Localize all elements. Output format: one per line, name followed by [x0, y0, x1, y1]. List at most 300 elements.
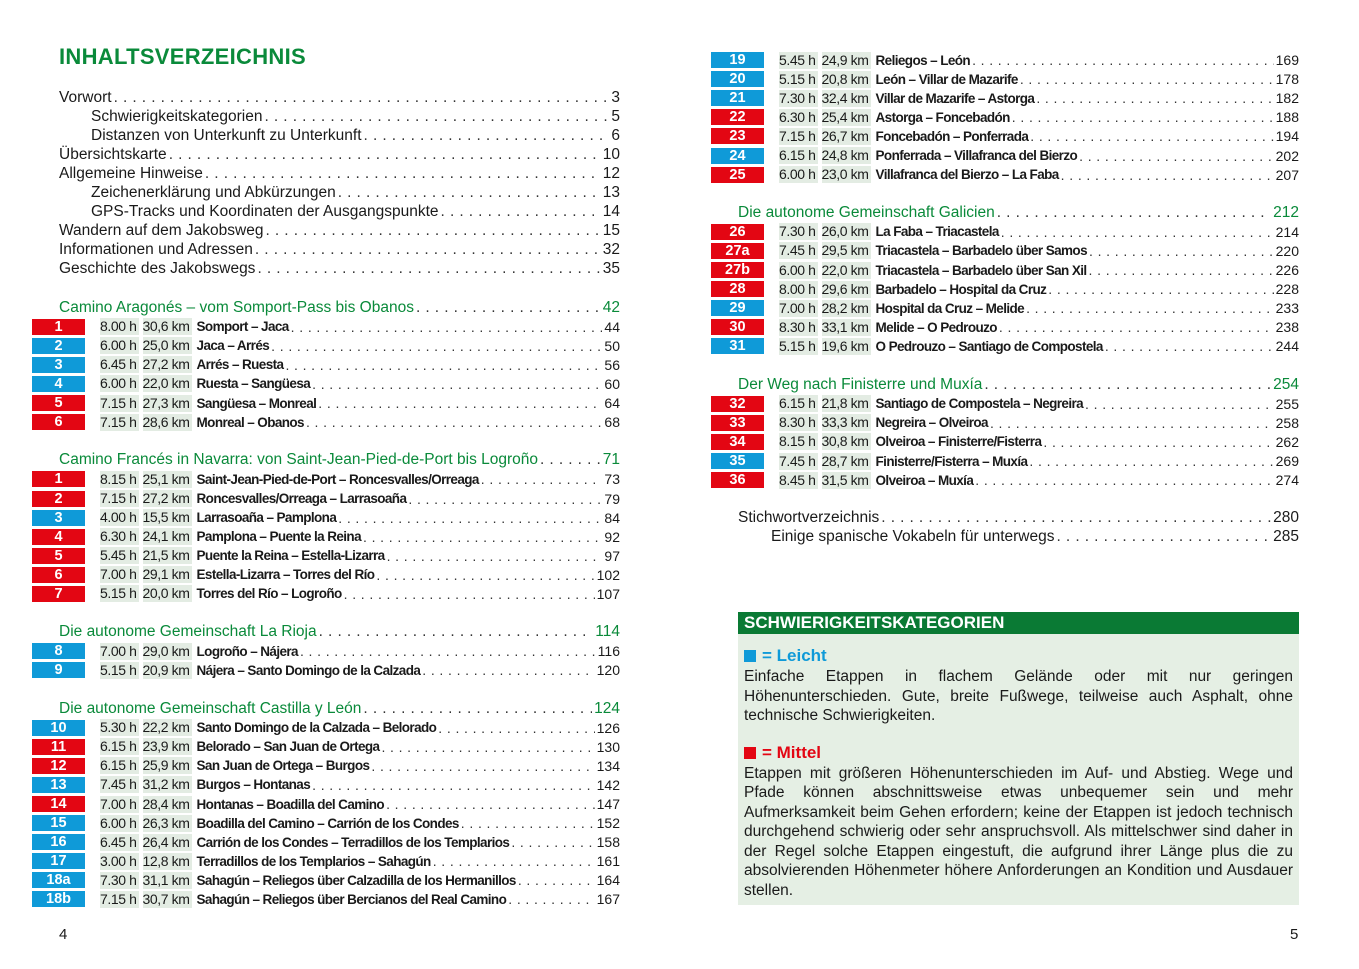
page-ref: 142 [596, 776, 620, 793]
stage-title: Estella-Lizarra – Torres del Río [196, 567, 375, 583]
entry-title: Camino Francés in Navarra: von Saint-Jean-Pied-de-Port bis Logroño [59, 451, 539, 469]
page-ref: 188 [1275, 109, 1299, 126]
stage-distance: 31,1 km [142, 871, 190, 888]
toc-stage-entry[interactable] [711, 222, 1299, 241]
dot-leader [422, 662, 594, 678]
dot-leader [300, 643, 596, 659]
blank-line [711, 356, 1299, 375]
page-ref: 120 [596, 662, 620, 679]
toc-entry[interactable] [32, 260, 620, 279]
stage-distance: 25,9 km [142, 757, 190, 774]
page-ref: 12 [602, 164, 620, 182]
toc-stage-entry[interactable] [711, 70, 1299, 89]
stage-title: La Faba – Triacastela [875, 224, 999, 240]
entry-title: Stichwortverzeichnis [738, 509, 880, 527]
page-ref: 161 [596, 853, 620, 870]
stage-distance: 29,1 km [142, 566, 190, 583]
entry-title: Schwierigkeitskategorien [91, 107, 263, 125]
page-number-left: 4 [59, 926, 68, 943]
toc-stage-entry[interactable] [32, 756, 620, 775]
page-ref: 6 [611, 126, 620, 144]
page-ref: 285 [1273, 528, 1299, 546]
entry-title: Der Weg nach Finisterre und Muxía [738, 375, 983, 393]
category-mittel-label: = Mittel [762, 742, 822, 762]
stage-duration: 5.15 h [779, 337, 816, 354]
stage-number-badge: 4 [32, 376, 85, 392]
stage-duration: 5.15 h [100, 585, 137, 602]
dot-leader [1030, 128, 1273, 144]
toc-stage-entry[interactable] [711, 241, 1299, 260]
stage-distance: 26,7 km [821, 127, 869, 144]
stage-number-badge: 24 [711, 148, 764, 164]
stage-title: Ruesta – Sangüesa [196, 376, 311, 392]
stage-distance: 12,8 km [142, 852, 190, 869]
dot-leader [318, 395, 602, 411]
page-ref: 114 [595, 623, 620, 641]
dot-leader [205, 165, 601, 183]
toc-stage-entry[interactable] [711, 432, 1299, 451]
stage-title: Santiago de Compostela – Negreira [875, 396, 1084, 412]
toc-stage-entry[interactable] [32, 890, 620, 909]
toc-stage-entry[interactable] [711, 394, 1299, 413]
dot-leader [1048, 281, 1273, 297]
stage-duration: 6.45 h [100, 356, 137, 373]
stage-distance: 24,8 km [821, 147, 869, 164]
page-ref: 214 [1275, 223, 1299, 240]
dot-leader [363, 700, 592, 718]
dot-leader [975, 472, 1273, 488]
stage-title: Boadilla del Camino – Carrión de los Condes [196, 815, 459, 831]
toc-entry[interactable] [32, 451, 620, 470]
dot-leader [312, 376, 602, 392]
stage-distance: 20,8 km [821, 70, 869, 87]
stage-number-badge: 1 [32, 319, 85, 335]
page-ref: 280 [1273, 509, 1299, 527]
difficulty-categories-box [738, 612, 1299, 905]
entry-title: Die autonome Gemeinschaft La Rioja [59, 623, 317, 641]
stage-number-badge: 30 [711, 319, 764, 335]
stage-number-badge: 32 [711, 396, 764, 412]
stage-duration: 7.45 h [779, 452, 816, 469]
stage-duration: 8.30 h [779, 318, 816, 335]
dot-leader [306, 414, 602, 430]
dot-leader [1089, 262, 1274, 278]
stage-title: Triacastela – Barbadelo über Samos [875, 243, 1087, 259]
stage-number-badge: 6 [32, 567, 85, 583]
stage-duration: 6.30 h [100, 528, 137, 545]
toc-stage-entry[interactable] [711, 413, 1299, 432]
stage-distance: 31,5 km [821, 471, 869, 488]
blank-line [32, 680, 620, 699]
entry-title: Die autonome Gemeinschaft Castilla y León [59, 699, 362, 717]
stage-distance: 23,0 km [821, 166, 869, 183]
stage-distance: 28,4 km [142, 795, 190, 812]
stage-distance: 20,0 km [142, 585, 190, 602]
stage-distance: 21,5 km [142, 547, 190, 564]
stage-title: Foncebadón – Ponferrada [875, 128, 1029, 144]
stage-distance: 25,0 km [142, 337, 190, 354]
page-ref: 5 [611, 107, 620, 125]
toc-stage-entry[interactable] [711, 165, 1299, 184]
toc-stage-entry[interactable] [32, 470, 620, 489]
toc-entry[interactable] [32, 298, 620, 317]
page-ref: 56 [604, 356, 620, 373]
stage-duration: 6.15 h [100, 757, 137, 774]
page-ref: 158 [596, 834, 620, 851]
stage-title: Jaca – Arrés [196, 338, 270, 354]
entry-title: GPS-Tracks und Koordinaten der Ausgangspunkte [91, 203, 439, 221]
toc-entry[interactable] [32, 107, 620, 126]
dot-leader [540, 451, 601, 469]
dot-leader [1026, 300, 1274, 316]
toc-entry[interactable] [32, 699, 620, 718]
dot-leader [312, 777, 595, 793]
stage-distance: 26,4 km [142, 833, 190, 850]
dot-leader [381, 739, 594, 755]
toc-stage-entry[interactable] [711, 471, 1299, 490]
dot-leader [441, 203, 601, 221]
dot-leader [984, 376, 1271, 394]
stage-title: Larrasoaña – Pamplona [196, 510, 337, 526]
stage-distance: 22,0 km [821, 261, 869, 278]
dot-leader [257, 260, 600, 278]
stage-number-badge: 1 [32, 471, 85, 487]
toc-stage-entry[interactable] [32, 546, 620, 565]
stage-title: Roncesvalles/Orreaga – Larrasoaña [196, 491, 407, 507]
toc-stage-entry[interactable] [32, 374, 620, 393]
stage-duration: 6.15 h [779, 147, 816, 164]
page-ref: 164 [596, 872, 620, 889]
toc-stage-entry[interactable] [711, 51, 1299, 70]
stage-number-badge: 20 [711, 71, 764, 87]
stage-number-badge: 36 [711, 472, 764, 488]
stage-duration: 8.15 h [779, 433, 816, 450]
stage-number-badge: 14 [32, 796, 85, 812]
stage-title: Finisterre/Fisterra – Muxía [875, 453, 1028, 469]
dot-leader [169, 146, 601, 164]
toc-left-column [32, 88, 620, 909]
entry-title: Wandern auf dem Jakobsweg [59, 222, 264, 240]
toc-entry[interactable] [711, 509, 1299, 528]
stage-number-badge: 15 [32, 815, 85, 831]
stage-number-badge: 12 [32, 758, 85, 774]
page-ref: 262 [1275, 433, 1299, 450]
stage-number-badge: 8 [32, 643, 85, 659]
toc-stage-entry[interactable] [32, 642, 620, 661]
stage-distance: 20,9 km [142, 661, 190, 678]
stage-duration: 6.00 h [100, 337, 137, 354]
stage-distance: 24,1 km [142, 528, 190, 545]
toc-stage-entry[interactable] [32, 718, 620, 737]
toc-entry[interactable] [711, 375, 1299, 394]
page-title: INHALTSVERZEICHNIS [59, 44, 307, 69]
stage-distance: 23,9 km [142, 738, 190, 755]
stage-title: Villafranca del Bierzo – La Faba [875, 167, 1059, 183]
stage-duration: 3.00 h [100, 852, 137, 869]
stage-number-badge: 16 [32, 834, 85, 850]
stage-title: Somport – Jaca [196, 319, 289, 335]
entry-title: Die autonome Gemeinschaft Galicien [738, 203, 995, 221]
page-ref: 107 [596, 585, 620, 602]
stage-number-badge: 28 [711, 281, 764, 297]
stage-number-badge: 23 [711, 128, 764, 144]
toc-entry[interactable] [32, 126, 620, 145]
page-number-right: 5 [1290, 926, 1299, 943]
dot-leader [997, 204, 1271, 222]
stage-number-badge: 22 [711, 109, 764, 125]
dot-leader [881, 509, 1271, 527]
stage-duration: 6.00 h [779, 261, 816, 278]
stage-duration: 5.45 h [100, 547, 137, 564]
stage-number-badge: 18a [32, 872, 85, 888]
page-ref: 3 [611, 88, 620, 106]
stage-number-badge: 13 [32, 777, 85, 793]
toc-stage-entry[interactable] [711, 261, 1299, 280]
stage-distance: 26,3 km [142, 814, 190, 831]
stage-number-badge: 29 [711, 300, 764, 316]
toc-entry[interactable] [32, 241, 620, 260]
stage-title: Olveiroa – Finisterre/Fisterra [875, 434, 1042, 450]
stage-distance: 29,0 km [142, 642, 190, 659]
page-ref: 97 [604, 547, 620, 564]
entry-title: Übersichtskarte [59, 145, 167, 163]
blank-line [32, 279, 620, 298]
page-ref: 212 [1273, 203, 1299, 221]
stage-title: Melide – O Pedrouzo [875, 319, 997, 335]
stage-number-badge: 26 [711, 224, 764, 240]
stage-duration: 7.15 h [100, 413, 137, 430]
stage-distance: 27,2 km [142, 490, 190, 507]
toc-stage-entry[interactable] [711, 108, 1299, 127]
stage-title: Santo Domingo de la Calzada – Belorado [196, 720, 437, 736]
stage-distance: 22,2 km [142, 719, 190, 736]
toc-entry[interactable] [711, 203, 1299, 222]
blue-square-icon [744, 650, 756, 662]
stage-duration: 7.15 h [100, 394, 137, 411]
toc-stage-entry[interactable] [32, 355, 620, 374]
toc-entry[interactable] [32, 222, 620, 241]
stage-title: Negreira – Olveiroa [875, 415, 988, 431]
toc-stage-entry[interactable] [32, 794, 620, 813]
stage-title: Logroño – Nájera [196, 643, 298, 659]
stage-duration: 7.15 h [779, 127, 816, 144]
dot-leader [518, 872, 595, 888]
blank-line [711, 490, 1299, 509]
entry-title: Camino Aragonés – vom Somport-Pass bis Obanos [59, 298, 414, 316]
page-ref: 233 [1275, 300, 1299, 317]
stage-number-badge: 4 [32, 529, 85, 545]
blank-line [711, 184, 1299, 203]
stage-title: Reliegos – León [875, 52, 971, 68]
stage-distance: 19,6 km [821, 337, 869, 354]
toc-entry[interactable] [32, 183, 620, 202]
dot-leader [376, 567, 594, 583]
dot-leader [511, 834, 594, 850]
toc-stage-entry[interactable] [32, 527, 620, 546]
stage-title: Olveiroa – Muxía [875, 472, 974, 488]
stage-distance: 29,5 km [821, 242, 869, 259]
stage-duration: 8.30 h [779, 414, 816, 431]
dot-leader [271, 338, 602, 354]
stage-distance: 30,6 km [142, 318, 190, 335]
stage-distance: 27,3 km [142, 394, 190, 411]
stage-number-badge: 3 [32, 510, 85, 526]
stage-number-badge: 21 [711, 90, 764, 106]
dot-leader [1089, 243, 1274, 259]
page-ref: 258 [1275, 414, 1299, 431]
dot-leader [438, 720, 594, 736]
dot-leader [264, 108, 609, 126]
dot-leader [999, 319, 1274, 335]
page-ref: 42 [602, 298, 620, 316]
toc-entry[interactable] [32, 203, 620, 222]
stage-title: Monreal – Obanos [196, 414, 304, 430]
entry-title: Allgemeine Hinweise [59, 164, 203, 182]
stage-duration: 6.45 h [100, 833, 137, 850]
page-ref: 116 [597, 643, 620, 660]
toc-stage-entry[interactable] [711, 451, 1299, 470]
stage-title: Astorga – Foncebadón [875, 109, 1010, 125]
stage-duration: 6.15 h [100, 738, 137, 755]
stage-title: Puente la Reina – Estella-Lizarra [196, 548, 385, 564]
entry-title: Vorwort [59, 88, 112, 106]
page-ref: 269 [1275, 453, 1299, 470]
toc-stage-entry[interactable] [32, 737, 620, 756]
toc-stage-entry[interactable] [32, 661, 620, 680]
toc-stage-entry[interactable] [32, 871, 620, 890]
page-ref: 228 [1275, 281, 1299, 298]
dot-leader [1085, 396, 1274, 412]
toc-entry[interactable] [32, 623, 620, 642]
entry-title: Einige spanische Vokabeln für unterwegs [771, 528, 1055, 546]
toc-entry[interactable] [32, 164, 620, 183]
toc-stage-entry[interactable] [32, 336, 620, 355]
page-ref: 244 [1275, 338, 1299, 355]
dot-leader [371, 758, 594, 774]
page-ref: 84 [604, 509, 620, 526]
stage-duration: 8.45 h [779, 471, 816, 488]
dot-leader [363, 529, 602, 545]
dot-leader [1079, 148, 1274, 164]
toc-stage-entry[interactable] [32, 489, 620, 508]
stage-number-badge: 35 [711, 453, 764, 469]
toc-stage-entry[interactable] [32, 508, 620, 527]
stage-number-badge: 7 [32, 586, 85, 602]
stage-number-badge: 11 [32, 739, 85, 755]
dot-leader [1057, 528, 1272, 546]
stage-duration: 7.45 h [100, 776, 137, 793]
blank-line [32, 604, 620, 623]
toc-stage-entry[interactable] [32, 584, 620, 603]
page-ref: 169 [1275, 52, 1299, 69]
dot-leader [338, 184, 601, 202]
stage-duration: 6.15 h [779, 395, 816, 412]
page-ref: 130 [596, 738, 620, 755]
toc-stage-entry[interactable] [32, 413, 620, 432]
page-ref: 126 [596, 719, 620, 736]
stage-duration: 8.15 h [100, 470, 137, 487]
toc-stage-entry[interactable] [32, 775, 620, 794]
stage-title: Arrés – Ruesta [196, 357, 284, 373]
stage-duration: 5.30 h [100, 719, 137, 736]
entry-title: Distanzen von Unterkunft zu Unterkunft [91, 126, 362, 144]
toc-stage-entry[interactable] [711, 89, 1299, 108]
stage-distance: 28,6 km [142, 413, 190, 430]
stage-number-badge: 19 [711, 52, 764, 68]
dot-leader [1020, 71, 1274, 87]
stage-distance: 33,1 km [821, 318, 869, 335]
dot-leader [433, 853, 595, 869]
page-ref: 147 [596, 796, 620, 813]
stage-distance: 29,6 km [821, 280, 869, 297]
stage-number-badge: 27a [711, 243, 764, 259]
stage-distance: 31,2 km [142, 776, 190, 793]
stage-number-badge: 31 [711, 338, 764, 354]
stage-distance: 24,9 km [821, 51, 869, 68]
page-ref: 152 [596, 815, 620, 832]
stage-title: Villar de Mazarife – Astorga [875, 90, 1035, 106]
toc-entry[interactable] [711, 528, 1299, 547]
stage-number-badge: 27b [711, 262, 764, 278]
toc-right-column [711, 51, 1299, 547]
toc-stage-entry[interactable] [711, 127, 1299, 146]
toc-stage-entry[interactable] [711, 146, 1299, 165]
dot-leader [338, 510, 602, 526]
stage-title: Triacastela – Barbadelo über San Xil [875, 262, 1087, 278]
stage-duration: 5.15 h [779, 70, 816, 87]
toc-stage-entry[interactable] [32, 565, 620, 584]
toc-stage-entry[interactable] [711, 337, 1299, 356]
stage-duration: 7.30 h [779, 223, 816, 240]
page-ref: 64 [604, 395, 620, 412]
toc-entry[interactable] [32, 88, 620, 107]
stage-title: Ponferrada – Villafranca del Bierzo [875, 148, 1078, 164]
page-ref: 102 [596, 566, 620, 583]
toc-stage-entry[interactable] [711, 280, 1299, 299]
toc-stage-entry[interactable] [32, 814, 620, 833]
toc-entry[interactable] [32, 145, 620, 164]
page-ref: 71 [602, 451, 620, 469]
dot-leader [1043, 434, 1273, 450]
stage-duration: 5.15 h [100, 661, 137, 678]
stage-number-badge: 34 [711, 434, 764, 450]
page-ref: 254 [1273, 375, 1299, 393]
stage-number-badge: 3 [32, 357, 85, 373]
stage-duration: 7.15 h [100, 490, 137, 507]
dot-leader [1105, 338, 1274, 354]
stage-number-badge: 17 [32, 853, 85, 869]
stage-duration: 7.15 h [100, 890, 137, 907]
stage-duration: 6.30 h [779, 108, 816, 125]
stage-title: Hospital da Cruz – Melide [875, 300, 1025, 316]
toc-stage-entry[interactable] [32, 317, 620, 336]
toc-stage-entry[interactable] [32, 394, 620, 413]
toc-stage-entry[interactable] [32, 833, 620, 852]
toc-stage-entry[interactable] [711, 318, 1299, 337]
category-mittel-text: Etappen mit größeren Höhenunterschieden im Auf- und Abstieg. Wege und Pfade können abschnittsweise etwas unbequemer sein und mehr Aufmerksamkeit beim Gehen erfordern; keine der Etappen ist jedoch technisch durchgehend schwierig oder sehr anspruchsvoll. Als mittelschwer sind daher in der Regel solche Etappen eingestuft, die aufgrund ihrer Länge plus die zu absolvierenden Höhenmeter höhere Anforderungen an Kondition und Ausdauer stellen. [744, 764, 1293, 899]
box-title: SCHWIERIGKEITSKATEGORIEN [738, 612, 1299, 634]
toc-stage-entry[interactable] [711, 299, 1299, 318]
dot-leader [387, 548, 603, 564]
dot-leader [114, 89, 610, 107]
stage-title: Carrión de los Condes – Terradillos de los Templarios [196, 834, 510, 850]
stage-distance: 15,5 km [142, 509, 190, 526]
page-ref: 274 [1275, 472, 1299, 489]
stage-duration: 7.00 h [100, 795, 137, 812]
stage-distance: 32,4 km [821, 89, 869, 106]
toc-stage-entry[interactable] [32, 852, 620, 871]
stage-title: San Juan de Ortega – Burgos [196, 758, 370, 774]
